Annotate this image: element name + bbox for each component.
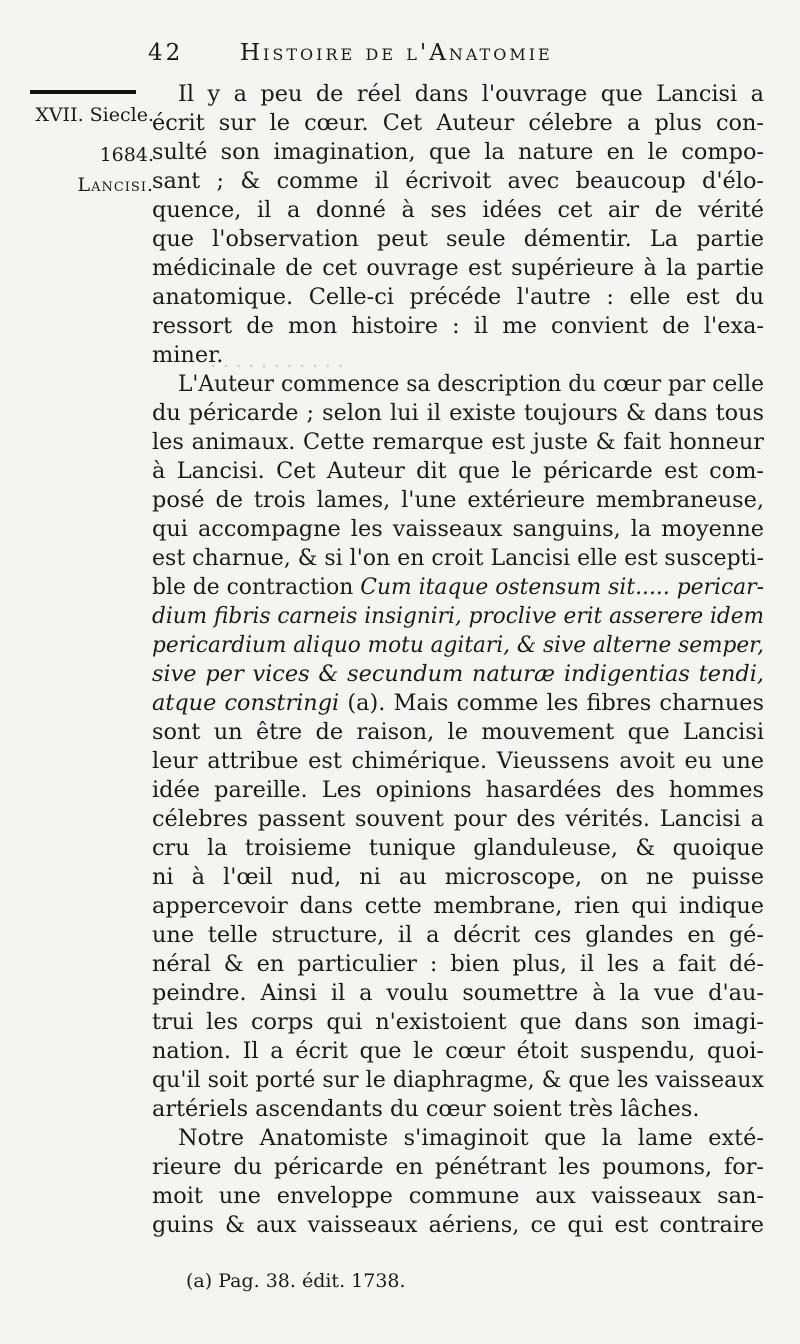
latin-quotation: dium fibris carneis insigniri, proclive erit asserere idem — [152, 603, 764, 629]
text-line — [152, 921, 764, 950]
text-line — [152, 312, 764, 341]
line-text: anatomique. Celle-ci précéde l'autre : elle est du — [152, 284, 764, 310]
text-line — [152, 892, 764, 921]
text-line — [152, 341, 764, 370]
text-line — [152, 1211, 764, 1240]
text-line — [152, 979, 764, 1008]
line-text: Il y a peu de réel dans l'ouvrage que Lancisi a — [178, 81, 764, 107]
line-text: (a). Mais comme les fibres charnues — [339, 690, 765, 716]
footnote: (a) Pag. 38. édit. 1738. — [186, 1270, 406, 1292]
line-text: appercevoir dans cette membrane, rien qui indique — [152, 893, 764, 919]
text-line — [152, 660, 764, 689]
line-text: à Lancisi. Cet Auteur dit que le péricarde est com- — [152, 458, 764, 484]
text-line — [152, 428, 764, 457]
line-text: une telle structure, il a décrit ces glandes en gé- — [152, 922, 764, 948]
line-text: ni à l'œil nud, ni au microscope, on ne puisse — [152, 864, 764, 890]
text-line — [152, 1008, 764, 1037]
text-line — [152, 1095, 764, 1124]
text-line — [152, 718, 764, 747]
line-text: qui accompagne les vaisseaux sanguins, la moyenne — [152, 516, 764, 542]
text-line — [152, 167, 764, 196]
text-line — [152, 138, 764, 167]
text-line — [152, 602, 764, 631]
text-line — [152, 196, 764, 225]
line-text: artériels ascendants du cœur soient très lâches. — [152, 1096, 700, 1122]
margin-note-author: Lancisi. — [77, 174, 154, 196]
text-line — [152, 573, 764, 602]
line-text: sant ; & comme il écrivoit avec beaucoup d'élo- — [152, 168, 764, 194]
line-text: moit une enveloppe commune aux vaisseaux san- — [152, 1183, 764, 1209]
text-line — [152, 515, 764, 544]
line-text: qu'il soit porté sur le diaphragme, & que les vaisseaux — [152, 1067, 764, 1093]
line-text: écrit sur le cœur. Cet Auteur célebre a plus con- — [152, 110, 764, 136]
line-text: les animaux. Cette remarque est juste & fait honneur — [152, 429, 764, 455]
line-text: Notre Anatomiste s'imaginoit que la lame exté- — [178, 1125, 764, 1151]
line-text: est charnue, & si l'on en croit Lancisi elle est suscepti- — [152, 545, 764, 571]
text-line — [152, 689, 764, 718]
line-text: cru la troisieme tunique glanduleuse, & quoique — [152, 835, 764, 861]
text-line — [152, 834, 764, 863]
latin-quotation: Cum itaque ostensum sit..... pericar- — [360, 574, 764, 600]
line-text: miner. — [152, 342, 224, 368]
line-text: quence, il a donné à ses idées cet air de vérité — [152, 197, 764, 223]
latin-quotation: sive per vices & secundum naturæ indigentias tendi, — [152, 661, 764, 687]
line-text: leur attribue est chimérique. Vieussens avoit eu une — [152, 748, 764, 774]
page-number: 42 — [148, 40, 184, 66]
text-line — [152, 805, 764, 834]
text-line — [152, 457, 764, 486]
line-text: ressort de mon histoire : il me convient de l'exa- — [152, 313, 764, 339]
line-text: sulté son imagination, que la nature en le compo- — [152, 139, 764, 165]
margin-note-century: XVII. Siecle. — [35, 104, 154, 126]
text-line — [152, 486, 764, 515]
line-text: sont un être de raison, le mouvement que Lancisi — [152, 719, 764, 745]
text-line — [152, 1153, 764, 1182]
text-line — [152, 283, 764, 312]
margin-rule — [30, 90, 136, 94]
text-line — [152, 1182, 764, 1211]
text-line — [152, 109, 764, 138]
text-line — [152, 863, 764, 892]
text-line — [152, 1037, 764, 1066]
margin-note-year: 1684. — [99, 144, 154, 166]
line-text: idée pareille. Les opinions hasardées des hommes — [152, 777, 764, 803]
page-header — [148, 40, 768, 72]
line-text: posé de trois lames, l'une extérieure membraneuse, — [152, 487, 764, 513]
line-text: rieure du péricarde en pénétrant les poumons, for- — [152, 1154, 764, 1180]
text-line — [152, 370, 764, 399]
show-through-text: . . . . . . . . . . . — [210, 348, 344, 372]
body-text — [152, 80, 764, 1240]
text-line — [152, 254, 764, 283]
line-text: célebres passent souvent pour des vérités. Lancisi a — [152, 806, 764, 832]
line-text: néral & en particulier : bien plus, il les a fait dé- — [152, 951, 764, 977]
text-line — [152, 776, 764, 805]
text-line — [152, 399, 764, 428]
line-text: que l'observation peut seule démentir. La partie — [152, 226, 764, 252]
text-line — [152, 1066, 764, 1095]
line-text: guins & aux vaisseaux aériens, ce qui est contraire — [152, 1212, 764, 1238]
text-line — [152, 1124, 764, 1153]
line-text: du péricarde ; selon lui il existe toujours & dans tous — [152, 400, 764, 426]
line-text: nation. Il a écrit que le cœur étoit suspendu, quoi- — [152, 1038, 764, 1064]
text-line — [152, 950, 764, 979]
line-text: ble de contraction — [152, 574, 354, 600]
running-title: Histoire de l'Anatomie — [240, 40, 553, 66]
text-line — [152, 544, 764, 573]
line-text: médicinale de cet ouvrage est supérieure à la partie — [152, 255, 764, 281]
text-line — [152, 225, 764, 254]
text-line — [152, 747, 764, 776]
line-text: peindre. Ainsi il a voulu soumettre à la vue d'au- — [152, 980, 764, 1006]
line-text: trui les corps qui n'existoient que dans son imagi- — [152, 1009, 764, 1035]
text-line — [152, 80, 764, 109]
text-line — [152, 631, 764, 660]
latin-quotation: pericardium aliquo motu agitari, & sive alterne semper, — [152, 632, 764, 658]
latin-quotation: atque constringi — [152, 690, 340, 716]
line-text: L'Auteur commence sa description du cœur par celle — [178, 371, 764, 397]
